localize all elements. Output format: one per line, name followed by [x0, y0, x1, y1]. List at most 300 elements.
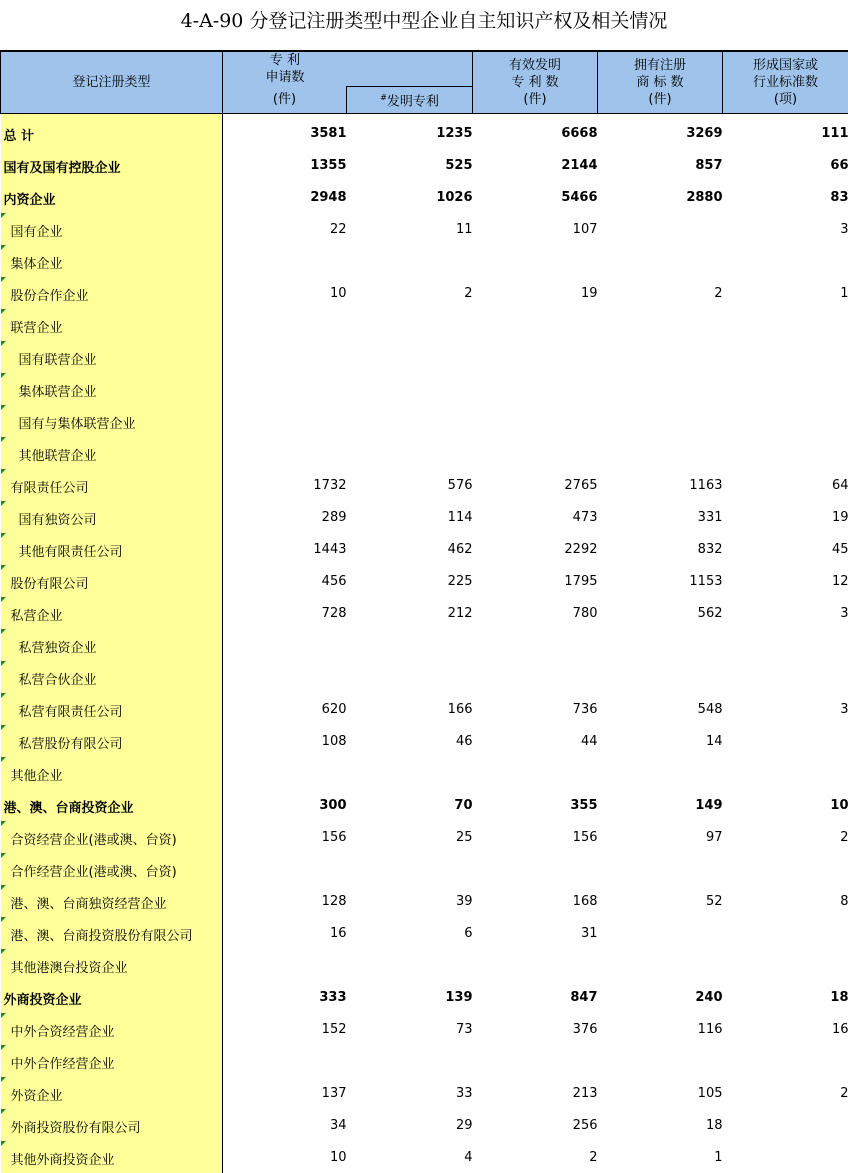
- value-cell: 16: [723, 1013, 848, 1045]
- value-cell: [223, 373, 347, 405]
- value-cell: [473, 629, 598, 661]
- value-cell: 73: [347, 1013, 473, 1045]
- cell-marker-icon: [1, 1045, 6, 1050]
- value-cell: 525: [347, 149, 473, 181]
- value-cell: [223, 405, 347, 437]
- row-label-cell: [1, 597, 223, 629]
- row-label-cell: [1, 757, 223, 789]
- cell-marker-icon: [1, 725, 6, 730]
- value-cell: 1732: [223, 469, 347, 501]
- value-cell: 331: [598, 501, 723, 533]
- row-label: 私营独资企业: [19, 637, 97, 656]
- value-cell: 376: [473, 1013, 598, 1045]
- table-row: [1, 917, 848, 949]
- value-cell: 1153: [598, 565, 723, 597]
- row-label: 联营企业: [11, 317, 63, 336]
- table-row: [1, 501, 848, 533]
- value-cell: 225: [347, 565, 473, 597]
- row-label: 中外合作经营企业: [11, 1053, 115, 1072]
- cell-marker-icon: [1, 501, 6, 506]
- value-cell: [223, 661, 347, 693]
- value-cell: 29: [347, 1109, 473, 1141]
- value-cell: 2144: [473, 149, 598, 181]
- value-cell: 1235: [347, 117, 473, 149]
- value-cell: 256: [473, 1109, 598, 1141]
- row-label-cell: [1, 405, 223, 437]
- value-cell: 10: [723, 789, 848, 821]
- value-cell: [223, 245, 347, 277]
- value-cell: 97: [598, 821, 723, 853]
- table-row: [1, 1013, 848, 1045]
- header-standards: 形成国家或 行业标准数 (项): [723, 51, 848, 114]
- value-cell: [723, 853, 848, 885]
- value-cell: 3: [723, 213, 848, 245]
- value-cell: 128: [223, 885, 347, 917]
- row-label: 私营企业: [11, 605, 63, 624]
- table-row: [1, 117, 848, 149]
- value-cell: [223, 853, 347, 885]
- value-cell: 45: [723, 533, 848, 565]
- row-label-cell: [1, 277, 223, 309]
- row-label: 私营有限责任公司: [19, 701, 123, 720]
- table-row: [1, 405, 848, 437]
- cell-marker-icon: [1, 757, 6, 762]
- row-label: 港、澳、台商投资股份有限公司: [11, 925, 193, 944]
- row-label: 私营股份有限公司: [19, 733, 123, 752]
- value-cell: [598, 309, 723, 341]
- value-cell: 847: [473, 981, 598, 1013]
- value-cell: 1: [598, 1141, 723, 1173]
- row-label-cell: [1, 661, 223, 693]
- row-label-cell: [1, 373, 223, 405]
- table-row: [1, 373, 848, 405]
- table-row: [1, 949, 848, 981]
- row-label: 其他港澳台投资企业: [11, 957, 128, 976]
- row-label: 外资企业: [11, 1085, 63, 1104]
- cell-marker-icon: [1, 309, 6, 314]
- header-patent-unit: (件): [223, 87, 347, 114]
- value-cell: [347, 757, 473, 789]
- table-row: [1, 725, 848, 757]
- value-cell: 2765: [473, 469, 598, 501]
- value-cell: 139: [347, 981, 473, 1013]
- row-label: 其他联营企业: [19, 445, 97, 464]
- value-cell: 25: [347, 821, 473, 853]
- cell-marker-icon: [1, 533, 6, 538]
- value-cell: 857: [598, 149, 723, 181]
- row-label: 有限责任公司: [11, 477, 89, 496]
- table-row: [1, 597, 848, 629]
- row-label: 中外合资经营企业: [11, 1021, 115, 1040]
- row-label: 国有联营企业: [19, 349, 97, 368]
- value-cell: 6: [347, 917, 473, 949]
- row-label-cell: [1, 309, 223, 341]
- value-cell: [723, 725, 848, 757]
- row-label-cell: [1, 1013, 223, 1045]
- table-row: [1, 1077, 848, 1109]
- value-cell: 64: [723, 469, 848, 501]
- value-cell: 3581: [223, 117, 347, 149]
- table-row: [1, 661, 848, 693]
- value-cell: 18: [598, 1109, 723, 1141]
- row-label: 外商投资股份有限公司: [11, 1117, 141, 1136]
- cell-marker-icon: [1, 1109, 6, 1114]
- cell-marker-icon: [1, 1077, 6, 1082]
- row-label-cell: [1, 437, 223, 469]
- row-label-cell: [1, 981, 223, 1013]
- value-cell: 3269: [598, 117, 723, 149]
- value-cell: [347, 661, 473, 693]
- cell-marker-icon: [1, 469, 6, 474]
- value-cell: 333: [223, 981, 347, 1013]
- value-cell: [473, 949, 598, 981]
- cell-marker-icon: [1, 949, 6, 954]
- row-label: 集体企业: [11, 253, 63, 272]
- cell-marker-icon: [1, 213, 6, 218]
- value-cell: 6668: [473, 117, 598, 149]
- value-cell: [598, 373, 723, 405]
- value-cell: [723, 1141, 848, 1173]
- value-cell: 19: [473, 277, 598, 309]
- value-cell: [598, 757, 723, 789]
- cell-marker-icon: [1, 565, 6, 570]
- table-header: [1, 51, 848, 114]
- value-cell: 44: [473, 725, 598, 757]
- table-row: [1, 1109, 848, 1141]
- row-label: 合作经营企业(港或澳、台资): [11, 861, 177, 880]
- cell-marker-icon: [1, 405, 6, 410]
- value-cell: 212: [347, 597, 473, 629]
- value-cell: [347, 949, 473, 981]
- value-cell: [347, 341, 473, 373]
- value-cell: 116: [598, 1013, 723, 1045]
- value-cell: [723, 629, 848, 661]
- value-cell: 576: [347, 469, 473, 501]
- table-row: [1, 565, 848, 597]
- table-row: [1, 437, 848, 469]
- value-cell: 240: [598, 981, 723, 1013]
- value-cell: 1795: [473, 565, 598, 597]
- table-row: [1, 981, 848, 1013]
- value-cell: 2: [723, 821, 848, 853]
- table-row: [1, 789, 848, 821]
- value-cell: [723, 245, 848, 277]
- value-cell: 66: [723, 149, 848, 181]
- value-cell: [723, 405, 848, 437]
- value-cell: 39: [347, 885, 473, 917]
- row-label-cell: [1, 181, 223, 213]
- value-cell: [223, 1045, 347, 1077]
- value-cell: 456: [223, 565, 347, 597]
- row-label: 内资企业: [4, 189, 56, 208]
- table-row: [1, 757, 848, 789]
- value-cell: [723, 341, 848, 373]
- cell-marker-icon: [1, 853, 6, 858]
- row-label: 其他有限责任公司: [19, 541, 123, 560]
- row-label-cell: [1, 853, 223, 885]
- value-cell: 34: [223, 1109, 347, 1141]
- value-cell: [723, 661, 848, 693]
- cell-marker-icon: [1, 277, 6, 282]
- value-cell: 19: [723, 501, 848, 533]
- value-cell: [223, 949, 347, 981]
- cell-marker-icon: [1, 821, 6, 826]
- value-cell: 156: [223, 821, 347, 853]
- value-cell: 1163: [598, 469, 723, 501]
- value-cell: 18: [723, 981, 848, 1013]
- cell-marker-icon: [1, 885, 6, 890]
- cell-marker-icon: [1, 245, 6, 250]
- row-label-cell: [1, 149, 223, 181]
- row-label: 国有企业: [11, 221, 63, 240]
- row-label-cell: [1, 885, 223, 917]
- value-cell: 2292: [473, 533, 598, 565]
- value-cell: [473, 853, 598, 885]
- value-cell: 1355: [223, 149, 347, 181]
- value-cell: [723, 1109, 848, 1141]
- table-row: [1, 1141, 848, 1173]
- value-cell: 300: [223, 789, 347, 821]
- value-cell: 562: [598, 597, 723, 629]
- page-title: 4-A-90 分登记注册类型中型企业自主知识产权及相关情况: [0, 6, 848, 33]
- header-registration-type: 登记注册类型: [1, 51, 223, 114]
- value-cell: 462: [347, 533, 473, 565]
- value-cell: 3: [723, 693, 848, 725]
- value-cell: [347, 629, 473, 661]
- value-cell: [723, 437, 848, 469]
- value-cell: 213: [473, 1077, 598, 1109]
- table-row: [1, 149, 848, 181]
- value-cell: [598, 245, 723, 277]
- row-label: 国有与集体联营企业: [19, 413, 136, 432]
- value-cell: 108: [223, 725, 347, 757]
- row-label-cell: [1, 213, 223, 245]
- value-cell: 107: [473, 213, 598, 245]
- row-label: 国有及国有控股企业: [4, 157, 121, 176]
- row-label-cell: [1, 725, 223, 757]
- value-cell: 355: [473, 789, 598, 821]
- value-cell: [473, 1045, 598, 1077]
- table-row: [1, 213, 848, 245]
- value-cell: [473, 341, 598, 373]
- table-row: [1, 533, 848, 565]
- row-label-cell: [1, 1045, 223, 1077]
- value-cell: 1: [723, 277, 848, 309]
- value-cell: [347, 245, 473, 277]
- value-cell: [598, 341, 723, 373]
- value-cell: 105: [598, 1077, 723, 1109]
- row-label: 港、澳、台商投资企业: [4, 797, 134, 816]
- cell-marker-icon: [1, 693, 6, 698]
- value-cell: 156: [473, 821, 598, 853]
- value-cell: 33: [347, 1077, 473, 1109]
- row-label-cell: [1, 533, 223, 565]
- value-cell: 149: [598, 789, 723, 821]
- cell-marker-icon: [1, 437, 6, 442]
- row-label-cell: [1, 469, 223, 501]
- cell-marker-icon: [1, 1013, 6, 1018]
- value-cell: [598, 1045, 723, 1077]
- header-valid-invention-patents: 有效发明 专 利 数 (件): [473, 51, 598, 114]
- value-cell: 780: [473, 597, 598, 629]
- value-cell: 2880: [598, 181, 723, 213]
- value-cell: [473, 661, 598, 693]
- table-row: [1, 1045, 848, 1077]
- row-label: 外商投资企业: [4, 989, 82, 1008]
- value-cell: [473, 309, 598, 341]
- value-cell: [473, 437, 598, 469]
- row-label: 股份合作企业: [11, 285, 89, 304]
- value-cell: [473, 757, 598, 789]
- value-cell: 2948: [223, 181, 347, 213]
- row-label-cell: [1, 789, 223, 821]
- value-cell: [598, 917, 723, 949]
- value-cell: 548: [598, 693, 723, 725]
- value-cell: 2: [347, 277, 473, 309]
- value-cell: [347, 853, 473, 885]
- value-cell: 5466: [473, 181, 598, 213]
- value-cell: [723, 1045, 848, 1077]
- value-cell: 114: [347, 501, 473, 533]
- row-label-cell: [1, 117, 223, 149]
- value-cell: [723, 757, 848, 789]
- row-label: 合资经营企业(港或澳、台资): [11, 829, 177, 848]
- value-cell: [473, 373, 598, 405]
- value-cell: [723, 949, 848, 981]
- value-cell: 12: [723, 565, 848, 597]
- value-cell: 289: [223, 501, 347, 533]
- row-label-cell: [1, 949, 223, 981]
- value-cell: [598, 405, 723, 437]
- value-cell: [723, 373, 848, 405]
- value-cell: 11: [347, 213, 473, 245]
- table-body: [1, 114, 848, 1173]
- row-label-cell: [1, 917, 223, 949]
- table-row: [1, 245, 848, 277]
- value-cell: [347, 373, 473, 405]
- value-cell: 168: [473, 885, 598, 917]
- row-label-cell: [1, 565, 223, 597]
- header-invention-patents: #发明专利: [347, 87, 473, 114]
- row-label: 集体联营企业: [19, 381, 97, 400]
- value-cell: 22: [223, 213, 347, 245]
- value-cell: 152: [223, 1013, 347, 1045]
- table-row: [1, 693, 848, 725]
- value-cell: 4: [347, 1141, 473, 1173]
- row-label-cell: [1, 629, 223, 661]
- table-row: [1, 885, 848, 917]
- row-label-cell: [1, 693, 223, 725]
- table-row: [1, 469, 848, 501]
- value-cell: 3: [723, 597, 848, 629]
- row-label: 其他外商投资企业: [11, 1149, 115, 1168]
- value-cell: 728: [223, 597, 347, 629]
- row-label: 私营合伙企业: [19, 669, 97, 688]
- cell-marker-icon: [1, 661, 6, 666]
- value-cell: 2: [473, 1141, 598, 1173]
- value-cell: [347, 405, 473, 437]
- value-cell: 70: [347, 789, 473, 821]
- row-label: 港、澳、台商独资经营企业: [11, 893, 167, 912]
- value-cell: 166: [347, 693, 473, 725]
- cell-marker-icon: [1, 341, 6, 346]
- cell-marker-icon: [1, 917, 6, 922]
- value-cell: [223, 629, 347, 661]
- row-label-cell: [1, 1141, 223, 1173]
- value-cell: [473, 245, 598, 277]
- row-label: 总 计: [4, 125, 35, 144]
- cell-marker-icon: [1, 629, 6, 634]
- value-cell: [723, 917, 848, 949]
- table-row: [1, 629, 848, 661]
- row-label-cell: [1, 821, 223, 853]
- value-cell: [347, 309, 473, 341]
- value-cell: 1026: [347, 181, 473, 213]
- value-cell: 8: [723, 885, 848, 917]
- row-label-cell: [1, 245, 223, 277]
- row-label: 其他企业: [11, 765, 63, 784]
- value-cell: [223, 757, 347, 789]
- value-cell: [598, 437, 723, 469]
- value-cell: 2: [723, 1077, 848, 1109]
- table-row: [1, 341, 848, 373]
- value-cell: [347, 1045, 473, 1077]
- value-cell: 2: [598, 277, 723, 309]
- value-cell: 111: [723, 117, 848, 149]
- value-cell: 46: [347, 725, 473, 757]
- value-cell: 736: [473, 693, 598, 725]
- row-label-cell: [1, 1077, 223, 1109]
- row-label: 国有独资公司: [19, 509, 97, 528]
- table-row: [1, 181, 848, 213]
- cell-marker-icon: [1, 373, 6, 378]
- data-table: [0, 50, 848, 1173]
- value-cell: 83: [723, 181, 848, 213]
- value-cell: 16: [223, 917, 347, 949]
- row-label: 股份有限公司: [11, 573, 89, 592]
- value-cell: 832: [598, 533, 723, 565]
- value-cell: 52: [598, 885, 723, 917]
- value-cell: [223, 309, 347, 341]
- table-row: [1, 821, 848, 853]
- cell-marker-icon: [1, 1141, 6, 1146]
- value-cell: [473, 405, 598, 437]
- value-cell: [598, 213, 723, 245]
- value-cell: [223, 341, 347, 373]
- value-cell: 10: [223, 1141, 347, 1173]
- value-cell: 1443: [223, 533, 347, 565]
- header-patent-applications: 专 利 申请数: [223, 51, 473, 87]
- value-cell: [598, 629, 723, 661]
- value-cell: 473: [473, 501, 598, 533]
- value-cell: 137: [223, 1077, 347, 1109]
- value-cell: [723, 309, 848, 341]
- row-label-cell: [1, 1109, 223, 1141]
- table-row: [1, 853, 848, 885]
- value-cell: [223, 437, 347, 469]
- row-label-cell: [1, 501, 223, 533]
- value-cell: 620: [223, 693, 347, 725]
- row-label-cell: [1, 341, 223, 373]
- value-cell: [347, 437, 473, 469]
- header-registered-trademarks: 拥有注册 商 标 数 (件): [598, 51, 723, 114]
- table-row: [1, 309, 848, 341]
- value-cell: 31: [473, 917, 598, 949]
- value-cell: [598, 949, 723, 981]
- value-cell: [598, 853, 723, 885]
- value-cell: 10: [223, 277, 347, 309]
- table-row: [1, 277, 848, 309]
